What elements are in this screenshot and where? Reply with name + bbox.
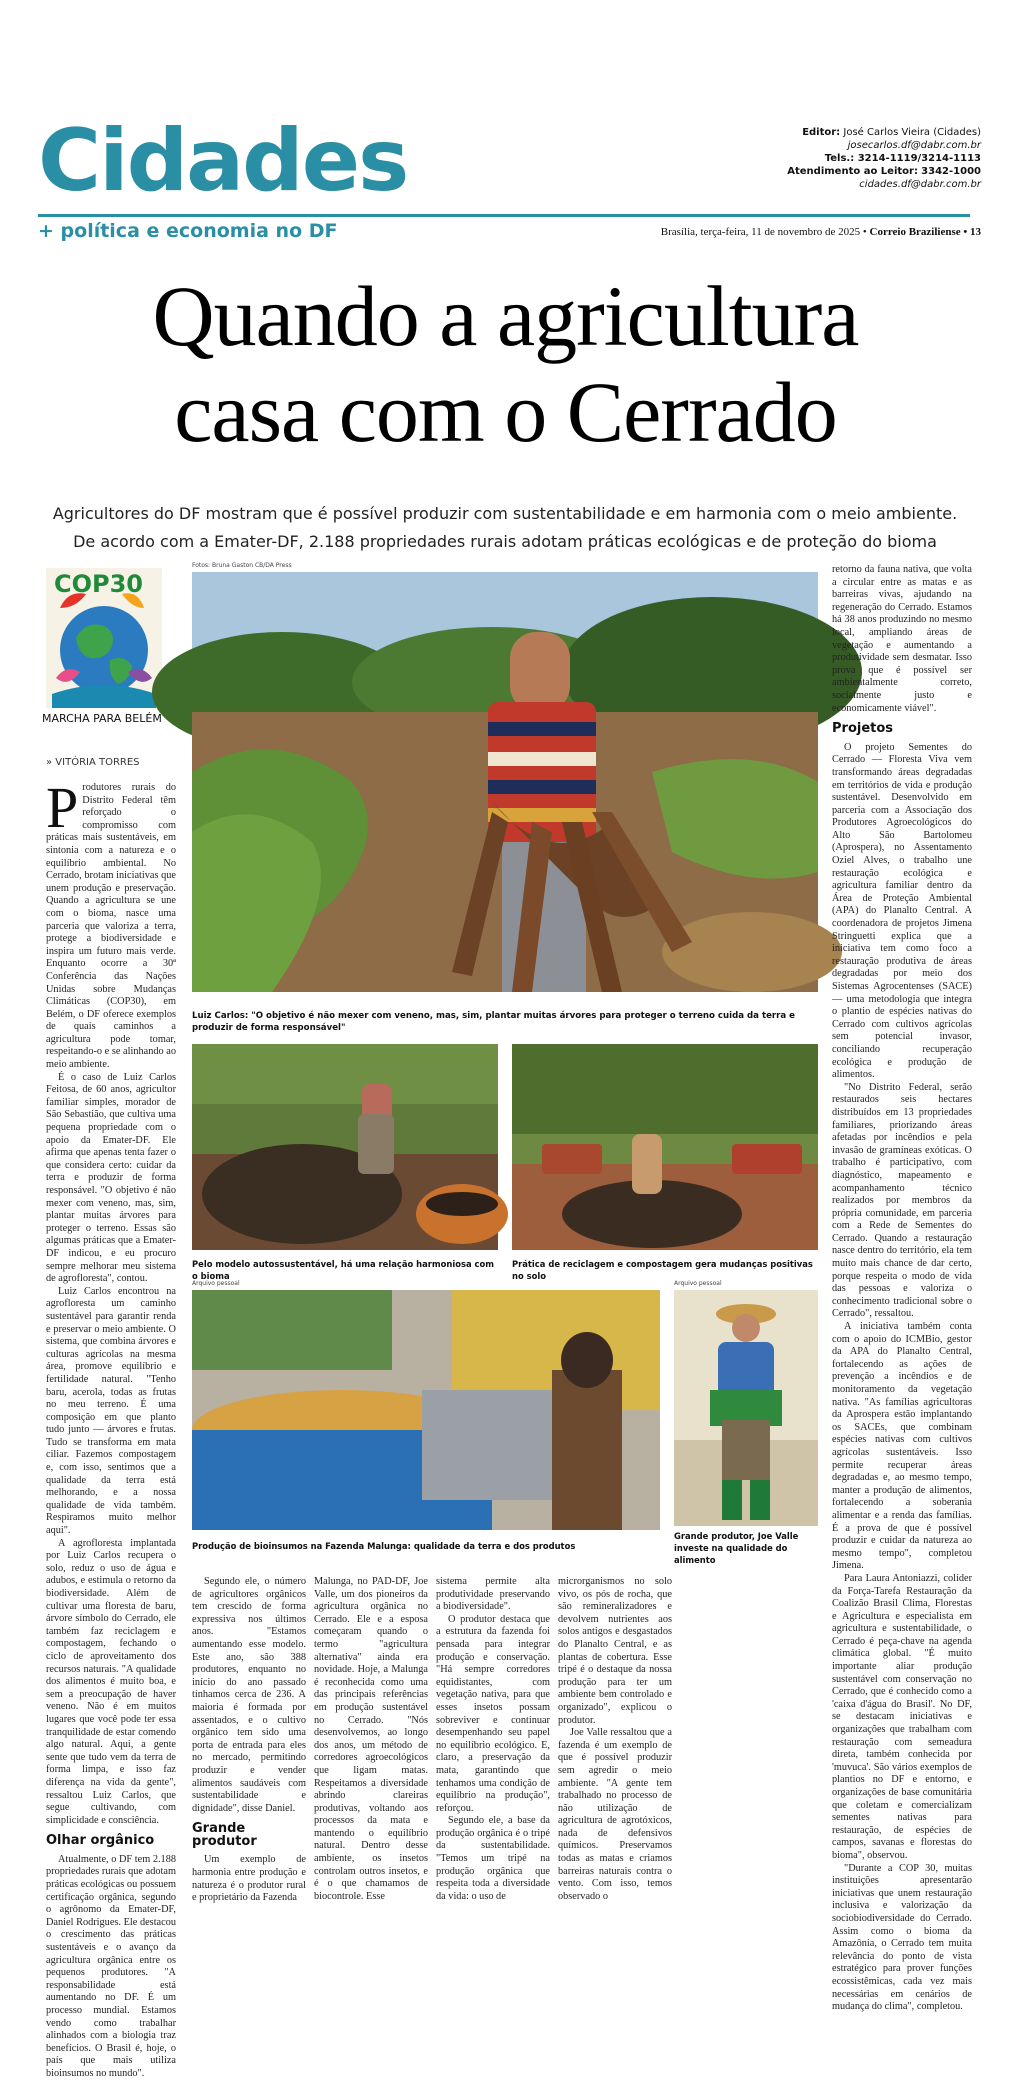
reader-label: Atendimento ao Leitor:: [787, 166, 918, 177]
bioinsumos-image: [192, 1290, 660, 1530]
column-1: [46, 775, 176, 2079]
main-photo: [192, 572, 818, 992]
recycle-caption: Prática de reciclagem e compostagem gera mudanças positivas no solo: [512, 1259, 813, 1281]
newspaper-name: Correio Braziliense: [869, 226, 961, 238]
cop30-logo-graphic: [46, 568, 162, 730]
deck: [40, 500, 970, 556]
phones: Tels.: 3214-1119/3214-1113: [824, 153, 981, 164]
headline-line-1: Quando a agricultura: [152, 268, 859, 364]
col1-subhead: Olhar orgânico: [46, 1833, 155, 1849]
bio-caption: Produção de bioinsumos na Fazenda Malunga: qualidade da terra e dos produtos: [192, 1541, 576, 1551]
col5-paragraph-1: microrganismos no solo vivo, os pós de rocha, que são remineralizadores e devolvem nutrientes aos solos antigos e desgastados do Planalto Central, e as plantas de cobertura. Esse tripé é o destaque da nossa produção para ter um ambiente bem controlado e organizado", explicou o produtor.: [558, 1576, 672, 1726]
recycle-image: [512, 1044, 818, 1250]
recycle-photo: [512, 1044, 818, 1250]
editor-name: José Carlos Vieira (Cidades): [843, 127, 981, 138]
joe-valle-image: [674, 1290, 818, 1526]
col2-paragraph-2: Um exemplo de harmonia entre produção e natureza é o produtor rural e proprietário da Fazenda: [192, 1854, 306, 1904]
section-rule: [38, 214, 970, 217]
col6-subhead: Projetos: [832, 721, 894, 737]
col1-paragraph-2: É o caso de Luiz Carlos Feitosa, de 60 anos, agricultor familiar simples, morador de São Sebastião, que cultiva uma pequena propriedade com o apoio da Emater-DF. Ele afirma que apenas tenta fazer o que considera certo: cuidar da terra e produzir de forma responsável. "O objetivo é não mexer com veneno, mas, sim, plantar muitas árvores para proteger o terreno. Essas são algumas práticas que a Emater-DF indicou, e eu procuro sempre melhorar meu sistema de agrofloresta", contou.: [46, 1071, 176, 1285]
col1-paragraph-1: rodutores rurais do Distrito Federal têm reforçado o compromisso com práticas mais sustentáveis, em sintonia com a natureza e o equilíbrio ambiental. No Cerrado, brotam iniciativas que unem produção e preservação. Quando a agricultura se une com o bioma, nasce uma parceria que valoriza a terra, protege a biodiversidade e inspira um futuro mais verde. Enquanto ocorre a 30ª Conferência das Nações Unidas sobre Mudanças Climáticas (COP30), em Belém, o DF oferece exemplos de quais caminhos a agricultura pode tomar, respeitando-o e se alinhando ao meio ambiente.: [46, 782, 176, 1071]
col6-paragraph-2: O projeto Sementes do Cerrado — Floresta Viva vem transformando áreas degradadas em territórios de vida e produção sustentável. Desenvolvido em parceria com a Associação dos Produtores Agroecológicos do Alto São Bartolomeu (Aprospera), no Assentamento Oziel Alves, o trabalho une restauração ecológica e agricultura familiar dentro da Área de Proteção Ambiental (APA) do Planalto Central. A coordenadora de projetos Jimena Stringuetti explica que a iniciativa tem como foco a restauração produtiva de áreas degradadas por meio dos Sistemas Agrocentenses (SACE) — uma metodologia que integra o plantio de espécies nativas do Cerrado com cultivos agrícolas sem potencial invasor, conciliando recuperação ecológica e produção de alimentos.: [832, 741, 972, 1081]
cop30-logo-text: COP30: [54, 570, 144, 598]
section-subtitle: + política e economia no DF: [38, 220, 338, 242]
column-3: [314, 1576, 428, 1902]
deck-line-2: De acordo com a Emater-DF, 2.188 propriedades rurais adotam práticas ecológicas e de proteção do bioma: [73, 532, 937, 551]
farmer-cassava-image: [192, 572, 818, 992]
main-photo-credit: Fotos: Bruna Gaston CB/DA Press: [192, 562, 292, 569]
dropcap: P: [46, 775, 79, 840]
page-number: • 13: [963, 226, 981, 238]
col4-paragraph-3: Segundo ele, a base da produção orgânica é o tripé da sustentabilidade. "Temos um tripé na produção orgânica que respeita toda a diversidade da vida: o uso de: [436, 1815, 550, 1902]
compost-caption: Pelo modelo autossustentável, há uma relação harmoniosa com o bioma: [192, 1259, 494, 1281]
headline-line-2: casa com o Cerrado: [174, 364, 837, 460]
bio-photo-credit: Arquivo pessoal: [192, 1280, 240, 1287]
dateline: [661, 226, 981, 238]
col6-paragraph-4: A iniciativa também conta com o apoio do ICMBio, gestor da APA do Planalto Central, fortalecendo as ações de prevenção a incêndios e de monitoramento da vegetação nativa. "As famílias agricultoras da Aprospera estão implantando os SACEs, que combinam espécies nativas com cultivos agrícolas sustentáveis. Isso permite recuperar áreas degradadas e, ao mesmo tempo, manter a produção de alimentos, fortalecendo a soberania alimentar e a renda das famílias. É a prova de que é possível produzir e cuidar da natureza ao mesmo tempo", completou Jimena.: [832, 1321, 972, 1572]
date-text: Brasília, terça-feira, 11 de novembro de 2025 •: [660, 226, 867, 238]
joe-photo: [674, 1290, 818, 1526]
byline: » VITÓRIA TORRES: [46, 757, 140, 768]
col2-paragraph-1: Segundo ele, o número de agricultores orgânicos tem crescido de forma expressiva nos últimos anos. "Estamos aumentando esse modelo. Este ano, são 388 produtores, enquanto no início do ano passado tínhamos cerca de 236. A maioria é formada por assentados, e o cultivo orgânico tem sido uma porta de entrada para eles no mercado, permitindo produzir e vender alimentos saudáveis com sustentabilidade e dignidade", disse Daniel.: [192, 1576, 306, 1814]
col6-paragraph-1: retorno da fauna nativa, que volta a circular entre as matas e as barreiras vivas, ajudando na regeneração do Cerrado. Estamos há 38 anos produzindo no mesmo local, ampliando áreas de vegetação e aumentando a produtividade sem desmatar. Isso prova que é possível ser ambientalmente correto, socialmente justo e economicamente viável".: [832, 564, 972, 714]
col2-subhead: Grande produtor: [192, 1821, 257, 1849]
compost-photo: [192, 1044, 498, 1250]
col1-paragraph-5: Atualmente, o DF tem 2.188 propriedades rurais que adotam práticas ecológicas ou possuem certificação orgânica, segundo o agrônomo da Emater-DF, Daniel Rodrigues. Ele destacou o crescimento das práticas sustentáveis e o avanço da agricultura orgânica entre os pequenos produtores. "A responsabilidade está aumentando no DF. É um processo mundial. Estamos vendo como trabalhar alinhados com a biologia traz benefícios. O Brasil é, hoje, o país que mais utiliza bioinsumos no mundo".: [46, 1853, 176, 2079]
reader-email[interactable]: cidades.df@dabr.com.br: [859, 179, 981, 190]
joe-caption: Grande produtor, Joe Valle investe na qualidade do alimento: [674, 1531, 799, 1565]
cop30-logo: [42, 568, 162, 730]
col4-paragraph-2: O produtor destaca que a estrutura da fazenda foi pensada para integrar produção e conservação. "Há sempre corredores equidistantes, com vegetação nativa, para que esses insetos possam sobreviver e continuar desempenhando seu papel no equilíbrio ecológico. E, claro, a preservação da mata, garantindo que tenhamos uma condição de equilíbrio na produção", reforçou.: [436, 1613, 550, 1814]
col5-paragraph-2: Joe Valle ressaltou que a fazenda é um exemplo de que é possível produzir sem agredir o meio ambiente. "A gente tem trabalhado no processo de não utilização de agricultura de agrotóxicos, nada de defensivos químicos. Preservamos todas as matas e criamos barreiras naturais contra o vento. Com isso, temos observado o: [558, 1727, 672, 1902]
joe-photo-credit: Arquivo pessoal: [674, 1280, 722, 1287]
reader-phone: 3342-1000: [921, 166, 981, 177]
col3-paragraph-1: Malunga, no PAD-DF, Joe Valle, um dos pioneiros da agricultura orgânica no Cerrado. Ele e a esposa começaram quando o termo "agricultura alternativa" ainda era novidade. Hoje, a Malunga é reconhecida como uma das principais referências em produção sustentável no Cerrado. "Nós desenvolvemos, ao longo dos anos, um método de corredores agroecológicos que ligam matas. Respeitamos a diversidade abrindo clareiras produtivas, voltando aos processos da mata e mantendo o equilíbrio natural. Dentro desse ambiente, os insetos controlam outros insetos, e é o que chamamos de biocontrole. Esse: [314, 1576, 428, 1902]
editor-label: Editor:: [802, 127, 841, 138]
col1-paragraph-3: Luiz Carlos encontrou na agrofloresta um caminho sustentável para garantir renda e preservar o meio ambiente. O sistema, que combina árvores e culturas agrícolas na mesma área, promove equilíbrio e fertilidade natural. "Tenho baru, acerola, todas as frutas no meu terreno. É uma composição em que planto tudo junto — árvores e frutas. Tudo se transforma em mata ciliar. Fazemos compostagem e, com isso, sentimos que a qualidade da terra está melhorando, e a nossa qualidade de vida também. Respiramos muito melhor aqui".: [46, 1285, 176, 1537]
column-6: [832, 564, 972, 2013]
main-photo-caption: Luiz Carlos: "O objetivo é não mexer com veneno, mas, sim, plantar muitas árvores para proteger o terreno cuida da terra e produzir de forma responsável": [192, 1011, 795, 1033]
col1-paragraph-4: A agrofloresta implantada por Luiz Carlos recupera o solo, reduz o uso de água e adubos, e estimula o retorno da biodiversidade. Além de cultivar uma floresta de baru, árvore símbolo do Cerrado, ele também faz reciclagem e compostagem, fechando o ciclo de aproveitamento dos recursos naturais. "A qualidade dos alimentos é muito boa, e sem a preocupação de haver veneno. Não é em muitos lugares que você pode ter essa tranquilidade de estar comendo algo natural. Aqui, a gente sente que tudo vem da terra de forma limpa, e isso faz diferença na vida da gente", ressaltou Luiz Carlos, que segue cultivando, com simplicidade e consciência.: [46, 1537, 176, 1826]
col6-paragraph-5: Para Laura Antoniazzi, colíder da Força-Tarefa Restauração da Coalizão Brasil Clima, Florestas e Agricultura e especialista em agricultura e sustentabilidade, o Cerrado é peça-chave na agenda climática global. "É muito importante aliar produção sustentável com conservação no Cerrado, que é conhecido como a 'caixa d'água do Brasil'. No DF, se destacam iniciativas e organizações que trabalham com restauração com semeadura direta, também conhecida por 'muvuca'. São vários exemplos de plantios no DF e entorno, e organizações de base comunitária que coletam e comercializam sementes nativas para restauração, de espécies de campos, savanas e florestas do bioma", observou.: [832, 1572, 972, 1861]
editor-box: [787, 126, 981, 191]
deck-line-1: Agricultores do DF mostram que é possível produzir com sustentabilidade e em harmonia com o meio ambiente.: [52, 504, 958, 523]
logo-caption: MARCHA PARA BELÉM: [42, 712, 162, 725]
editor-email[interactable]: josecarlos.df@dabr.com.br: [847, 140, 981, 151]
headline: [0, 268, 1011, 460]
bio-photo: [192, 1290, 660, 1530]
compost-image: [192, 1044, 498, 1250]
column-2: [192, 1576, 306, 1904]
col4-paragraph-1: sistema permite alta produtividade preservando a biodiversidade".: [436, 1576, 550, 1613]
column-5: [558, 1576, 672, 1902]
col6-paragraph-6: "Durante a COP 30, muitas instituições apresentarão iniciativas que unem restauração inclusiva e valorização da sociobiodiversidade do Cerrado. Assim como o bioma da Amazônia, o Cerrado tem muita relevância do ponto de vista estratégico para prover funções ecossistêmicas, cada vez mais necessárias em cenários de mudança do clima", completou.: [832, 1862, 972, 2013]
column-4: [436, 1576, 550, 1902]
section-title: Cidades: [38, 111, 408, 211]
col6-paragraph-3: "No Distrito Federal, serão restaurados seis hectares distribuídos em 13 propriedades familiares, priorizando áreas afetadas por incêndios e pela invasão de gramíneas exóticas. O trabalho é participativo, com diagnóstico, mapeamento e acompanhamento técnico realizados por membros da própria comunidade, em parceria com a Rede de Sementes do Cerrado. Quando a restauração nasce dentro do território, ela tem muito mais chance de dar certo, porque respeita o modo de vida das pessoas e valoriza o conhecimento tradicional sobre o Cerrado", ressaltou.: [832, 1081, 972, 1320]
